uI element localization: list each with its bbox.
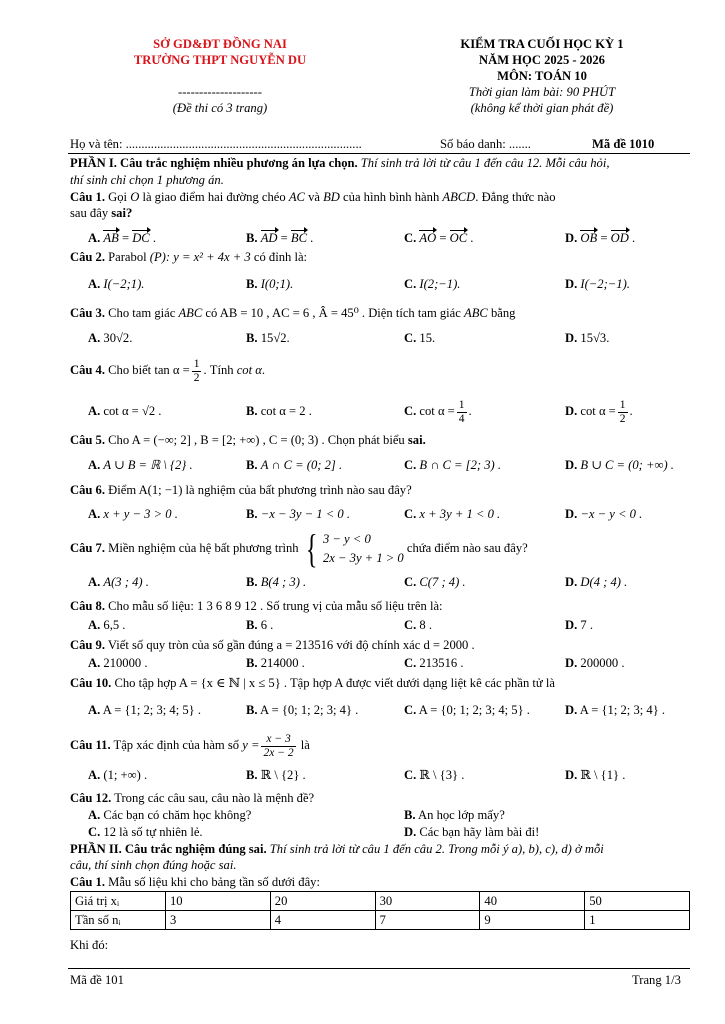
question-3: Câu 3. Cho tam giác ABC có AB = 10 , AC = 6 , Â = 45⁰ . Diện tích tam giác ABC bằng — [70, 306, 516, 320]
footer-code: Mã đề 101 — [70, 973, 124, 987]
q8-option-c[interactable]: C. 8 . — [404, 618, 432, 632]
q3-option-b[interactable]: B. 15√2. — [246, 331, 290, 345]
frequency-table — [70, 891, 690, 930]
q10-option-c[interactable]: C. A = {0; 1; 2; 3; 4; 5} . — [404, 703, 530, 717]
subject: MÔN: TOÁN 10 — [497, 69, 587, 83]
header-right — [392, 36, 692, 116]
question-2: Câu 2. Parabol (P): y = x² + 4x + 3 có đỉnh là: — [70, 250, 308, 264]
q4-option-c[interactable]: C. cot α = $\frac{1}{4}$ . — [404, 398, 472, 425]
part1-instructions: thí sinh chỉ chọn 1 phương án. — [70, 173, 224, 187]
table-cell: 1 — [585, 911, 690, 930]
q2-option-a[interactable]: A. I(−2;1). — [88, 277, 145, 291]
q12-option-d[interactable]: D. Các bạn hãy làm bài đi! — [404, 825, 540, 839]
exam-time-note: (không kể thời gian phát đề) — [470, 101, 614, 115]
q9-option-a[interactable]: A. 210000 . — [88, 656, 148, 670]
part2-heading: PHẦN II. Câu trắc nghiệm đúng sai. Thí sinh trả lời từ câu 1 đến câu 2. Trong mỗi ý a), b), c), d) ở mỗi — [70, 842, 604, 856]
question-11: Câu 11. Tập xác định của hàm số y = $\frac{x - 3}{2x - 2}$ là — [70, 732, 310, 759]
school-name: TRƯỜNG THPT NGUYỄN DU — [133, 53, 307, 67]
q9-option-d[interactable]: D. 200000 . — [565, 656, 625, 670]
question-7: Câu 7. Miền nghiệm của hệ bất phương trình { 3 − y < 0 2x − 3y + 1 > 0 chứa điểm nào sau đây? — [70, 526, 528, 572]
then-label: Khi đó: — [70, 938, 109, 952]
q1-option-d[interactable]: D. OB = OD . — [565, 231, 636, 245]
question-1-cont: sau đây sai? — [70, 206, 133, 220]
school-year: NĂM HỌC 2025 - 2026 — [479, 53, 605, 67]
q4-option-d[interactable]: D. cot α = $\frac{1}{2}$ . — [565, 398, 633, 425]
q2-option-d[interactable]: D. I(−2;−1). — [565, 277, 630, 291]
question-5: Câu 5. Cho A = (−∞; 2] , B = [2; +∞) , C = (0; 3) . Chọn phát biểu sai. — [70, 433, 426, 447]
divider — [68, 153, 690, 154]
table-cell: 3 — [166, 911, 271, 930]
header-dashes: -------------------- — [178, 85, 262, 99]
q3-option-a[interactable]: A. 30√2. — [88, 331, 133, 345]
q9-option-b[interactable]: B. 214000 . — [246, 656, 305, 670]
question-1: Câu 1. Gọi O là giao điểm hai đường chéo AC và BD của hình bình hành ABCD. Đẳng thức nào — [70, 190, 556, 204]
q4-option-b[interactable]: B. cot α = 2 . — [246, 404, 312, 418]
footer-divider — [68, 968, 690, 969]
q1-option-c[interactable]: C. AO = OC . — [404, 231, 474, 245]
q12-option-b[interactable]: B. An học lớp mấy? — [404, 808, 505, 822]
q3-option-d[interactable]: D. 15√3. — [565, 331, 610, 345]
q5-option-a[interactable]: A. A ∪ B = ℝ \ {2} . — [88, 458, 193, 472]
q8-option-b[interactable]: B. 6 . — [246, 618, 274, 632]
q8-option-d[interactable]: D. 7 . — [565, 618, 593, 632]
department-name: SỞ GD&ĐT ĐỒNG NAI — [153, 37, 287, 51]
q6-option-c[interactable]: C. x + 3y + 1 < 0 . — [404, 507, 501, 521]
q7-option-a[interactable]: A. A(3 ; 4) . — [88, 575, 149, 589]
q5-option-c[interactable]: C. B ∩ C = [2; 3) . — [404, 458, 502, 472]
table-cell: 30 — [375, 892, 480, 911]
q2-option-b[interactable]: B. I(0;1). — [246, 277, 294, 291]
question-10: Câu 10. Cho tập hợp A = {x ∈ ℕ | x ≤ 5} . Tập hợp A được viết dưới dạng liệt kê các phần tử là — [70, 676, 555, 690]
q7-option-d[interactable]: D. D(4 ; 4) . — [565, 575, 628, 589]
q6-option-b[interactable]: B. −x − 3y − 1 < 0 . — [246, 507, 350, 521]
q5-option-d[interactable]: D. B ∪ C = (0; +∞) . — [565, 458, 674, 472]
table-cell: 7 — [375, 911, 480, 930]
question-4: Câu 4. Cho biết tan α = $\frac{1}{2}$ . Tính cot α. — [70, 357, 266, 384]
question-8: Câu 8. Cho mẫu số liệu: 1 3 6 8 9 12 . Số trung vị của mẫu số liệu trên là: — [70, 599, 443, 613]
page-number: Trang 1/3 — [632, 973, 681, 987]
table-row — [71, 911, 690, 930]
q10-option-b[interactable]: B. A = {0; 1; 2; 3; 4} . — [246, 703, 359, 717]
q7-option-b[interactable]: B. B(4 ; 3) . — [246, 575, 307, 589]
row-label-frequency: Tần số nᵢ — [71, 911, 166, 930]
pages-note: (Đề thi có 3 trang) — [172, 101, 268, 115]
exam-time: Thời gian làm bài: 90 PHÚT — [468, 85, 616, 99]
table-cell: 10 — [166, 892, 271, 911]
q12-option-a[interactable]: A. Các bạn có chăm học không? — [88, 808, 252, 822]
table-cell: 4 — [270, 911, 375, 930]
table-row — [71, 892, 690, 911]
table-cell: 20 — [270, 892, 375, 911]
q7-option-c[interactable]: C. C(7 ; 4) . — [404, 575, 466, 589]
exam-code: Mã đề 1010 — [592, 137, 655, 151]
q11-option-a[interactable]: A. (1; +∞) . — [88, 768, 148, 782]
student-id-field: Số báo danh: ....... — [440, 137, 531, 151]
table-cell: 50 — [585, 892, 690, 911]
q10-option-a[interactable]: A. A = {1; 2; 3; 4; 5} . — [88, 703, 201, 717]
q2-option-c[interactable]: C. I(2;−1). — [404, 277, 461, 291]
exam-title: KIỂM TRA CUỐI HỌC KỲ 1 — [460, 37, 624, 51]
student-name-field: Họ và tên: ........................................................................... — [70, 137, 362, 151]
q3-option-c[interactable]: C. 15. — [404, 331, 436, 345]
q11-option-b[interactable]: B. ℝ \ {2} . — [246, 768, 306, 782]
question-6: Câu 6. Điểm A(1; −1) là nghiệm của bất phương trình nào sau đây? — [70, 483, 412, 497]
q1-option-b[interactable]: B. AD = BC . — [246, 231, 314, 245]
question-12: Câu 12. Trong các câu sau, câu nào là mệnh đề? — [70, 791, 315, 805]
q1-option-a[interactable]: A. AB = DC . — [88, 231, 156, 245]
table-cell: 9 — [480, 911, 585, 930]
q4-option-a[interactable]: A. cot α = √2 . — [88, 404, 162, 418]
q11-option-d[interactable]: D. ℝ \ {1} . — [565, 768, 626, 782]
q5-option-b[interactable]: B. A ∩ C = (0; 2] . — [246, 458, 343, 472]
part1-heading: PHẦN I. Câu trắc nghiệm nhiều phương án lựa chọn. Thí sinh trả lời từ câu 1 đến câu 12. Mỗi câu hỏi, — [70, 156, 610, 170]
part2-instructions: câu, thí sinh chọn đúng hoặc sai. — [70, 858, 237, 872]
q6-option-a[interactable]: A. x + y − 3 > 0 . — [88, 507, 178, 521]
q6-option-d[interactable]: D. −x − y < 0 . — [565, 507, 643, 521]
q8-option-a[interactable]: A. 6,5 . — [88, 618, 126, 632]
question-9: Câu 9. Viết số quy tròn của số gần đúng a = 213516 với độ chính xác d = 2000 . — [70, 638, 475, 652]
q9-option-c[interactable]: C. 213516 . — [404, 656, 464, 670]
q11-option-c[interactable]: C. ℝ \ {3} . — [404, 768, 465, 782]
table-cell: 40 — [480, 892, 585, 911]
row-label-values: Giá trị xᵢ — [71, 892, 166, 911]
part2-question-1: Câu 1. Mẫu số liệu khi cho bảng tần số dưới đây: — [70, 875, 320, 889]
header-left — [70, 36, 370, 116]
q12-option-c[interactable]: C. 12 là số tự nhiên lẻ. — [88, 825, 203, 839]
q10-option-d[interactable]: D. A = {1; 2; 3; 4} . — [565, 703, 666, 717]
